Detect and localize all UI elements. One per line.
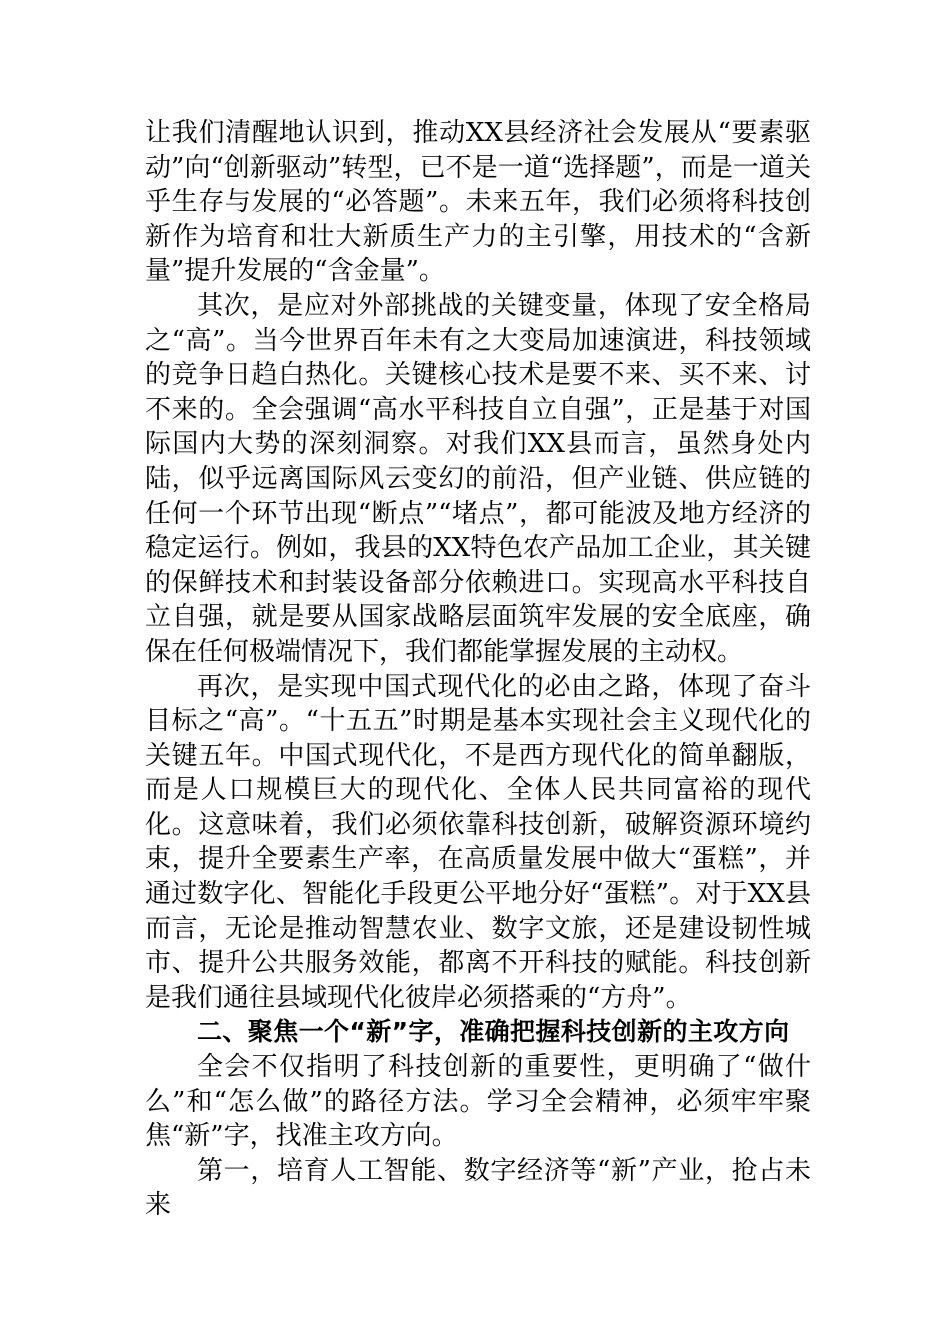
paragraph-first-point: 第一，培育人工智能、数字经济等“新”产业，抢占未来 [145,1155,811,1221]
section-heading: 二、聚焦一个“新”字，准确把握科技创新的主攻方向 [197,1017,790,1047]
paragraph-secondly: 其次，是应对外部挑战的关键变量，体现了安全格局之“高”。当今世界百年未有之大变局加速演进，科技领域的竞争日趋白热化。关键核心技术是要不来、买不来、讨不来的。全会强调“高水平科技自立自强”，正是基于对国际国内大势的深刻洞察。对我们XX县而言，虽然身处内陆，似乎远离国际风云变幻的前沿，但产业链、供应链的任何一个环节出现“断点”“堵点”，都可能波及地方经济的稳定运行。例如，我县的XX特色农产品加工企业，其关键的保鲜技术和封装设备部分依赖进口。实现高水平科技自立自强，就是要从国家战略层面筑牢发展的安全底座，确保在任何极端情况下，我们都能掌握发展的主动权。 [145,290,811,667]
paragraph-continuation: 让我们清醒地认识到，推动XX县经济社会发展从“要素驱动”向“创新驱动”转型，已不是一道“选择题”，而是一道关乎生存与发展的“必答题”。未来五年，我们必须将科技创新作为培育和壮大新质生产力的主引擎，用技术的“含新量”提升发展的“含金量”。 [145,118,811,287]
paragraph-section-intro: 全会不仅指明了科技创新的重要性，更明确了“做什么”和“怎么做”的路径方法。学习全会精神，必须牢牢聚焦“新”字，找准主攻方向。 [145,1052,811,1152]
paragraph-thirdly: 再次，是实现中国式现代化的必由之路，体现了奋斗目标之“高”。“十五五”时期是基本实现社会主义现代化的关键五年。中国式现代化，不是西方现代化的简单翻版，而是人口规模巨大的现代化、全体人民共同富裕的现代化。这意味着，我们必须依靠科技创新，破解资源环境约束，提升全要素生产率，在高质量发展中做大“蛋糕”，并通过数字化、智能化手段更公平地分好“蛋糕”。对于XX县而言，无论是推动智慧农业、数字文旅，还是建设韧性城市、提升公共服务效能，都离不开科技的赋能。科技创新是我们通往县域现代化彼岸必须搭乘的“方舟”。 [145,671,811,1013]
document-body [145,116,811,1223]
